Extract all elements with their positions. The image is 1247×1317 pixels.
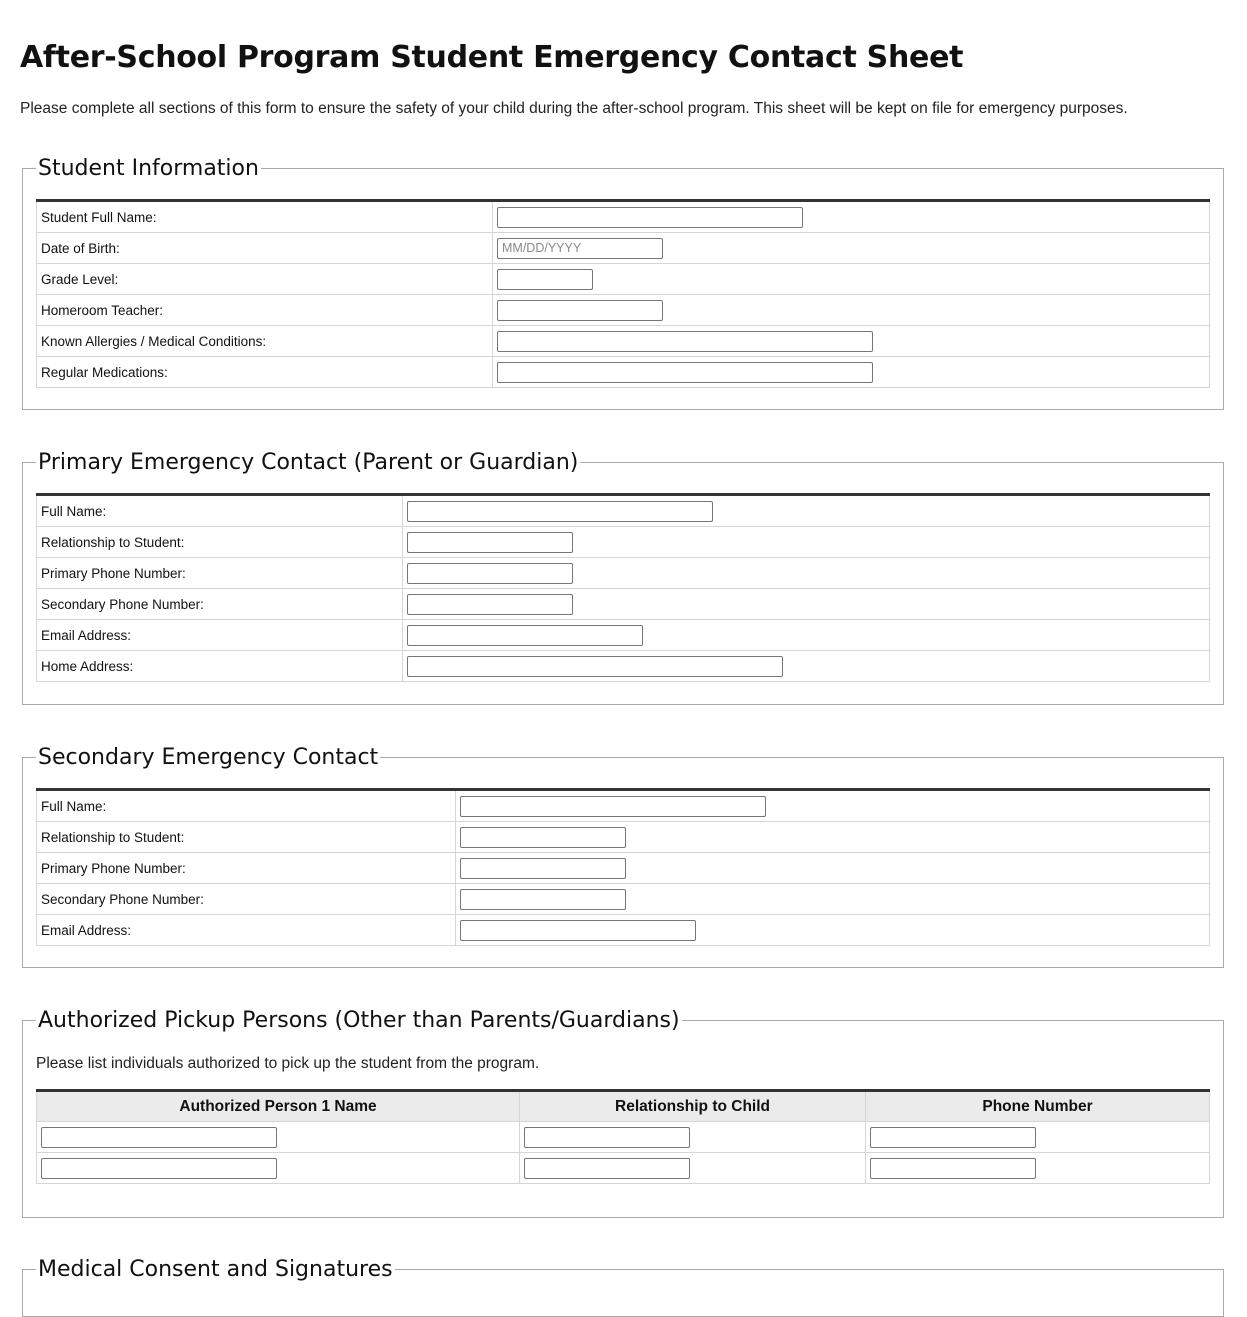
page-title: After-School Program Student Emergency Contact Sheet [20, 40, 964, 75]
student-full-name-input[interactable] [497, 207, 803, 228]
table-row [37, 915, 1210, 946]
pickup-phone-input[interactable] [870, 1127, 1036, 1148]
secondary-contact-legend: Secondary Emergency Contact [38, 745, 379, 770]
medications-input[interactable] [497, 362, 873, 383]
table-row [37, 822, 1210, 853]
medical-consent-section [22, 1257, 1224, 1317]
field-label: Relationship to Student: [37, 527, 403, 558]
table-row [37, 233, 1210, 264]
table-row [37, 558, 1210, 589]
table-row [37, 495, 1210, 527]
medical-consent-legend: Medical Consent and Signatures [38, 1257, 393, 1282]
primary-contact-section [22, 450, 1224, 705]
field-label: Known Allergies / Medical Conditions: [37, 326, 493, 357]
field-label: Secondary Phone Number: [37, 884, 456, 915]
table-row [37, 295, 1210, 326]
secondary-full-name-input[interactable] [460, 796, 766, 817]
field-label: Primary Phone Number: [37, 853, 456, 884]
table-row [37, 853, 1210, 884]
secondary-contact-section [22, 745, 1224, 968]
table-row [37, 326, 1210, 357]
table-row [37, 651, 1210, 682]
pickup-name-input[interactable] [41, 1127, 277, 1148]
intro-text: Please complete all sections of this form to ensure the safety of your child during the after-school program. This sheet will be kept on file for emergency purposes. [20, 100, 1128, 117]
column-header: Phone Number [866, 1091, 1210, 1122]
table-row [37, 620, 1210, 651]
pickup-relationship-input[interactable] [524, 1127, 690, 1148]
date-of-birth-input[interactable] [497, 238, 663, 259]
primary-home-address-input[interactable] [407, 656, 783, 677]
student-information-legend: Student Information [38, 156, 259, 181]
secondary-contact-table [36, 788, 1210, 946]
primary-email-input[interactable] [407, 625, 643, 646]
grade-level-input[interactable] [497, 269, 593, 290]
primary-contact-legend: Primary Emergency Contact (Parent or Guardian) [38, 450, 579, 475]
field-label: Grade Level: [37, 264, 493, 295]
field-label: Primary Phone Number: [37, 558, 403, 589]
table-row [37, 589, 1210, 620]
field-label: Secondary Phone Number: [37, 589, 403, 620]
column-header: Relationship to Child [520, 1091, 866, 1122]
student-information-section [22, 156, 1224, 410]
secondary-phone-input[interactable] [460, 858, 626, 879]
field-label: Date of Birth: [37, 233, 493, 264]
table-row [37, 264, 1210, 295]
field-label: Regular Medications: [37, 357, 493, 388]
table-row [37, 357, 1210, 388]
secondary-email-input[interactable] [460, 920, 696, 941]
primary-secondary-phone-input[interactable] [407, 594, 573, 615]
pickup-relationship-input[interactable] [524, 1158, 690, 1179]
secondary-secondary-phone-input[interactable] [460, 889, 626, 910]
primary-full-name-input[interactable] [407, 501, 713, 522]
pickup-legend: Authorized Pickup Persons (Other than Parents/Guardians) [38, 1008, 680, 1033]
table-header-row [37, 1091, 1210, 1122]
table-row [37, 1122, 1210, 1153]
pickup-name-input[interactable] [41, 1158, 277, 1179]
primary-contact-table [36, 493, 1210, 682]
table-row [37, 884, 1210, 915]
field-label: Homeroom Teacher: [37, 295, 493, 326]
primary-phone-input[interactable] [407, 563, 573, 584]
field-label: Relationship to Student: [37, 822, 456, 853]
field-label: Email Address: [37, 620, 403, 651]
table-row [37, 1153, 1210, 1184]
field-label: Full Name: [37, 495, 403, 527]
table-row [37, 201, 1210, 233]
pickup-table [36, 1089, 1210, 1184]
secondary-relationship-input[interactable] [460, 827, 626, 848]
field-label: Email Address: [37, 915, 456, 946]
pickup-phone-input[interactable] [870, 1158, 1036, 1179]
pickup-note: Please list individuals authorized to pick up the student from the program. [36, 1055, 540, 1072]
column-header: Authorized Person 1 Name [37, 1091, 520, 1122]
table-row [37, 790, 1210, 822]
field-label: Full Name: [37, 790, 456, 822]
table-row [37, 527, 1210, 558]
field-label: Home Address: [37, 651, 403, 682]
field-label: Student Full Name: [37, 201, 493, 233]
allergies-input[interactable] [497, 331, 873, 352]
student-information-table [36, 199, 1210, 388]
primary-relationship-input[interactable] [407, 532, 573, 553]
pickup-section [22, 1008, 1224, 1218]
homeroom-teacher-input[interactable] [497, 300, 663, 321]
